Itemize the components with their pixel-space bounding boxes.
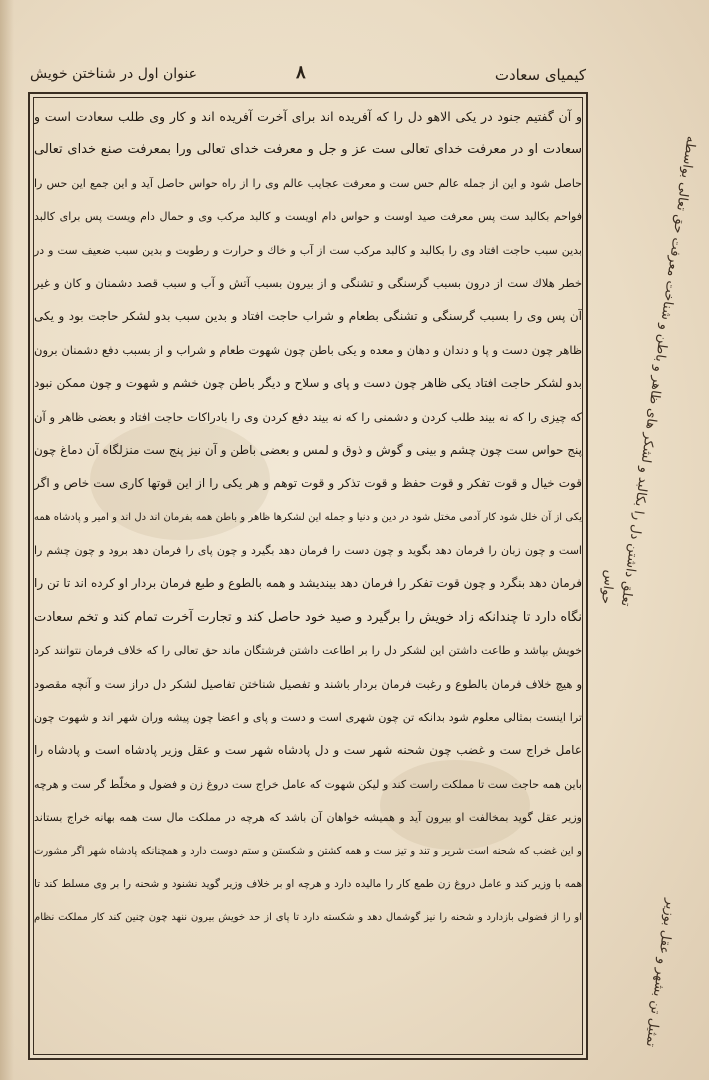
main-text-block bbox=[34, 100, 582, 1050]
text-line: حاصل شود و اين از جمله عالم حس ست و معرفت عجايب عالم وى را از راه حواس حاصل آيد و اين جمع اين حس را bbox=[34, 176, 582, 190]
text-line: قوت خيال و قوت تفكر و قوت حفظ و قوت تذكر و قوت توهم و هر يكى را از اين قوتها كارى ست خاص و اگر bbox=[34, 476, 582, 491]
text-line: بدين سبب حاجت افتاد وى را بكالبد و كالبد مركب ست از آب و خاك و حرارت و رطوبت و بدين سبب ضعيف ست و در bbox=[34, 243, 582, 257]
text-line: و آن گفتيم جنود در يكى الاهو دل را كه آفريده اند براى آخرت آفريده اند و كار وى طلب سعادت است و bbox=[34, 109, 582, 124]
text-line: آن پس وى را بسبب گرسنگى و تشنگى بطعام و شراب حاجت افتاد و بدين سبب بدو لشكر حاجت بود و يكى bbox=[34, 309, 582, 324]
text-line: همه با وزير كند و عامل دروغ زن طمع كار را ماليده دارد و هرچه او بر خلاف وزير گويد نشنود و شحنه را بر وى مسلط كند تا bbox=[34, 877, 582, 890]
text-line: وزير عقل گويد بمخالفت او بيرون آيد و هميشه خواهان آن باشد كه هرچه در مملكت مال ست همه بهانه خراج بستاند bbox=[34, 811, 582, 825]
page-gutter-shadow bbox=[0, 0, 14, 1080]
text-line: كه چيزى را كه نه بيند طلب كردن و دشمنى را كه نه بيند دفع كردن وى را بادراكات حاجت افتاد و بعضى ظاهر و آن bbox=[34, 409, 582, 424]
text-line: فواحم بكالبد ست پس معرفت صيد اوست و حواس دام اويست و كالبد مركب وى و حمال دام ويست پس براى كالبد bbox=[34, 210, 582, 224]
marginal-note-upper: تعلق داشتن دل را بكالبد و لشكر هاى ظاهر و باطن و شناخت معرفت حق تعالى بواسطه حواس bbox=[597, 135, 699, 608]
running-title-left: عنوان اول در شناختن خويش bbox=[30, 66, 197, 82]
text-line: و هيچ خلاف فرمان بالطوع و رغبت فرمان بردار باشند و تفصيل شناختن تفاصيل لشكر دل دراز ست و آنچه مقصود bbox=[34, 676, 582, 691]
text-line: است و چون زبان را فرمان دهد بگويد و چون دست را فرمان دهد بگيرد و چون پاى را فرمان دهد برود و چون چشم را bbox=[34, 544, 582, 558]
text-line: يكى از آن خلل شود كار آدمى مختل شود در دين و دنيا و جمله اين لشكرها ظاهر و باطن همه بفرمان اند دل اند و امير و پادشاه همه bbox=[34, 511, 582, 523]
text-line: ظاهر چون دست و پا و دندان و دهان و معده و يكى باطن چون شهوت طعام و شراب و از بسبب دفع دشمنان برون bbox=[34, 342, 582, 357]
running-title-right: كيمياى سعادت bbox=[494, 66, 586, 84]
text-line: بدو لشكر حاجت افتاد يكى ظاهر چون دست و پاى و سلاح و ديگر باطن چون خشم و شهوت و چون ممكن نبود bbox=[34, 376, 582, 391]
text-line: سعادت او در معرفت خداى تعالى ست عز و جل و معرفت خداى تعالى ورا بمعرفت صنع خداى تعالى bbox=[34, 142, 582, 158]
text-line: نگاه دارد تا چندانكه زاد خويش را برگيرد و صيد خود حاصل كند و تجارت آخرت تمام كند و تخم سعادت bbox=[34, 609, 582, 625]
text-line: خطر هلاك ست از درون بسبب گرسنگى و تشنگى و از بيرون بسبب آتش و آب و سبب قصد دشمنان و كان و غير bbox=[34, 275, 582, 290]
text-line: فرمان دهد بنگرد و چون قوت تفكر را فرمان دهد بينديشد و همه بالطوع و طبع فرمان بردار او كرده اند تا تن را bbox=[34, 576, 582, 591]
text-line: ترا اينست بمثالى معلوم شود بدانكه تن چون شهرى است و دست و پاى و اعضا چون پيشه وران شهر اند و شهوت چون bbox=[34, 711, 582, 725]
text-line: پنج حواس ست چون چشم و بينى و گوش و ذوق و لمس و بعضى باطن و آن نيز پنج ست منزلگاه آن دماغ چون bbox=[34, 442, 582, 457]
text-line: عامل خراج ست و غضب چون شحنه شهر ست و دل پادشاه شهر ست و عقل وزير پادشاه است و پادشاه را bbox=[34, 743, 582, 758]
text-line: باين همه حاجت ست تا مملكت راست كند و ليكن شهوت كه عامل خراج ست دروغ زن و فضول و مخلّط گر ست و هرچه bbox=[34, 777, 582, 791]
text-line: او را از فضولى بازدارد و شحنه را نيز گوشمال دهد و شكسته دارد تا پاى از حد خويش بيرون ننهد چون چنين كند كار مملكت نظام bbox=[34, 912, 582, 924]
page-number: ٨ bbox=[296, 62, 306, 83]
marginal-note-lower: تمثيل تن بشهر و عقل بوزير bbox=[642, 897, 679, 1048]
text-line: و اين غضب كه شحنه است شرير و تند و تيز ست و همه كشتن و شكستن و ستم دوست دارد و همچنانكه پادشاه شهر اگر مشورت bbox=[34, 845, 582, 857]
page-header bbox=[28, 62, 588, 88]
text-line: خويش بپاشد و طاعت داشتن اين لشكر دل را بر اطاعت داشتن فرشتگان ماند حق تعالى را كه خلاف فرمان نتوانند كرد bbox=[34, 644, 582, 658]
